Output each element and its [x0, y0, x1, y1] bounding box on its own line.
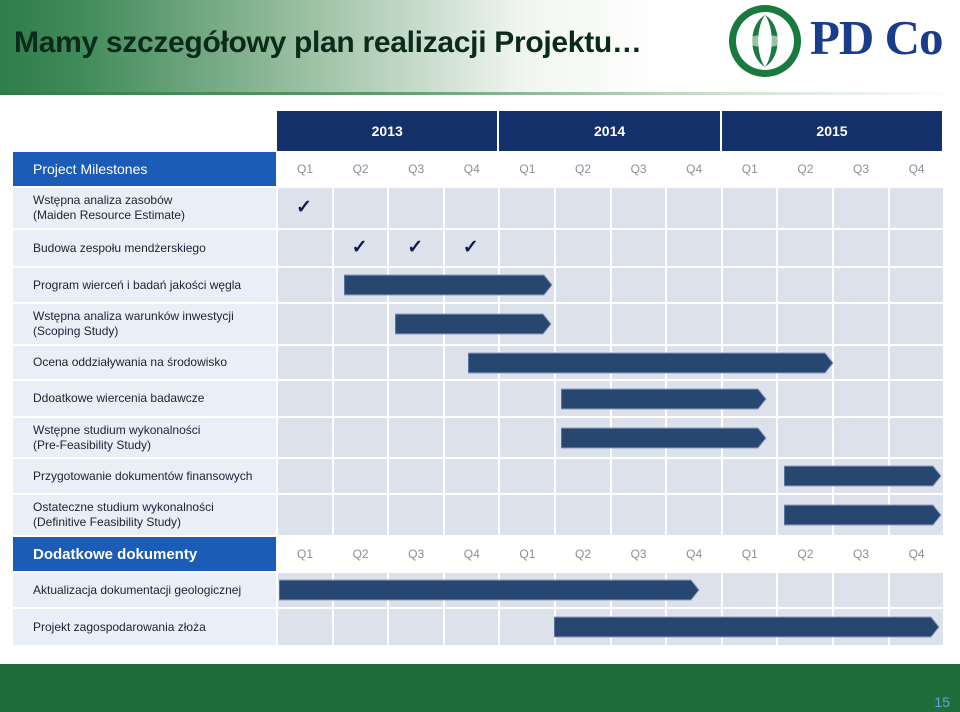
- rows-grid-cell: [611, 458, 667, 494]
- rows-grid-cell: [388, 345, 444, 380]
- rows-grid-cell: [555, 187, 611, 229]
- rows-grid-cell: [277, 229, 333, 267]
- rows-grid-cell: [277, 380, 333, 417]
- milestones-quarter-label: Q2: [797, 162, 814, 176]
- rows-grid-cell: [833, 380, 889, 417]
- rows-row-text: (Definitive Feasibility Study): [33, 515, 182, 529]
- rows-row-label: [12, 267, 277, 303]
- rows-grid-cell: [555, 303, 611, 345]
- rows-grid-cell: [777, 417, 833, 458]
- milestones-quarter-label: Q1: [741, 162, 758, 176]
- doc_rows-grid-cell: [499, 608, 555, 646]
- rows-grid-cell: [777, 229, 833, 267]
- rows-grid-cell: [722, 303, 778, 345]
- rows-row-label: [12, 494, 277, 536]
- gantt-bar: [561, 427, 767, 449]
- rows-grid-cell: [611, 229, 667, 267]
- rows-grid-cell: [388, 187, 444, 229]
- rows-grid-cell: [388, 494, 444, 536]
- rows-grid-cell: [889, 303, 945, 345]
- rows-grid-cell: [444, 187, 500, 229]
- rows-grid-cell: [666, 458, 722, 494]
- rows-grid-cell: [777, 267, 833, 303]
- rows-row-text: Ddoatkowe wiercenia badawcze: [33, 391, 205, 405]
- rows-grid-cell: [499, 458, 555, 494]
- rows-grid-cell: [333, 345, 389, 380]
- gantt-bar: [395, 313, 552, 335]
- gantt-bar: [784, 465, 942, 487]
- milestones-quarter-label: Q2: [352, 162, 369, 176]
- rows-grid-cell: [666, 229, 722, 267]
- documents-quarter-label: Q1: [519, 547, 536, 561]
- rows-grid-cell: [555, 229, 611, 267]
- rows-grid-cell: [722, 494, 778, 536]
- page-number: 15: [934, 694, 950, 710]
- year-header: 2013: [277, 111, 499, 151]
- gantt-bar: [554, 616, 940, 638]
- rows-grid-cell: [444, 458, 500, 494]
- rows-grid-cell: [722, 229, 778, 267]
- rows-grid-cell: [277, 417, 333, 458]
- rows-row-text: (Scoping Study): [33, 324, 119, 338]
- doc_rows-row-text: Aktualizacja dokumentacji geologicznej: [33, 582, 242, 597]
- rows-grid-cell: [388, 417, 444, 458]
- rows-grid-cell: [277, 345, 333, 380]
- milestones-quarter-label: Q3: [630, 162, 647, 176]
- rows-grid-cell: [555, 458, 611, 494]
- doc_rows-grid-cell: [833, 572, 889, 608]
- documents-quarter-label: Q2: [352, 547, 369, 561]
- milestones-quarter-label: Q3: [408, 162, 425, 176]
- milestones-quarter-label: Q4: [463, 162, 480, 176]
- rows-grid-cell: [277, 494, 333, 536]
- milestones-quarter-label: Q2: [574, 162, 591, 176]
- gantt-bar: [344, 274, 553, 296]
- rows-row-text: Ocena oddziaływania na środowisko: [33, 355, 228, 369]
- documents-quarter-label: Q1: [296, 547, 313, 561]
- doc_rows-row-label: [12, 572, 277, 608]
- rows-grid-cell: [833, 303, 889, 345]
- rows-row-label: [12, 380, 277, 417]
- doc_rows-grid-cell: [333, 608, 389, 646]
- milestones-quarter-label: Q4: [686, 162, 703, 176]
- rows-grid-cell: [833, 229, 889, 267]
- rows-row-text: Budowa zespołu mendżerskiego: [33, 240, 206, 255]
- rows-grid-cell: [555, 494, 611, 536]
- rows-row-text: (Pre-Feasibility Study): [33, 437, 152, 452]
- rows-grid-cell: [889, 187, 945, 229]
- rows-grid-cell: [722, 458, 778, 494]
- gantt-bar: [279, 579, 700, 601]
- rows-grid-cell: [833, 187, 889, 229]
- rows-grid-cell: [333, 458, 389, 494]
- rows-grid-cell: [666, 494, 722, 536]
- slide-title: Mamy szczegółowy plan realizacji Projektu…: [14, 26, 642, 59]
- doc_rows-grid-cell: [444, 608, 500, 646]
- documents-quarter-label: Q2: [574, 547, 591, 561]
- milestones-header: Project Milestones: [12, 151, 277, 187]
- rows-row-label: [12, 303, 277, 345]
- rows-row-label: [12, 229, 277, 267]
- milestone-check-icon: ✓: [462, 237, 479, 258]
- documents-quarter-label: Q2: [797, 547, 814, 561]
- rows-grid-cell: [777, 380, 833, 417]
- doc_rows-grid-cell: [277, 608, 333, 646]
- gantt-bar: [561, 388, 767, 410]
- gantt-bar: [784, 504, 942, 526]
- rows-grid-cell: [611, 267, 667, 303]
- rows-grid-cell: [499, 187, 555, 229]
- rows-grid-cell: [499, 494, 555, 536]
- header-divider: [0, 92, 960, 95]
- rows-grid-cell: [722, 267, 778, 303]
- logo-wordmark: PD Co: [810, 10, 943, 65]
- rows-grid-cell: [722, 187, 778, 229]
- footer-band: [0, 664, 960, 712]
- rows-grid-cell: [333, 494, 389, 536]
- doc_rows-grid-cell: [388, 608, 444, 646]
- rows-row-text: Wstępna analiza zasobów: [33, 193, 173, 207]
- rows-grid-cell: [333, 380, 389, 417]
- rows-row-text: Wstępna analiza warunków inwestycji: [33, 309, 234, 323]
- rows-row-text: Wstępne studium wykonalności: [33, 422, 201, 437]
- logo-mark-icon: [726, 3, 804, 79]
- rows-grid-cell: [666, 267, 722, 303]
- gantt-bar: [468, 352, 834, 374]
- doc_rows-grid-cell: [777, 572, 833, 608]
- rows-grid-cell: [277, 303, 333, 345]
- rows-grid-cell: [277, 458, 333, 494]
- rows-grid-cell: [277, 267, 333, 303]
- rows-grid-cell: [833, 345, 889, 380]
- doc_rows-row-label: [12, 608, 277, 646]
- rows-grid-cell: [388, 380, 444, 417]
- year-header: 2015: [722, 111, 944, 151]
- rows-grid-cell: [833, 417, 889, 458]
- rows-grid-cell: [889, 267, 945, 303]
- rows-grid-cell: [499, 229, 555, 267]
- rows-grid-cell: [388, 458, 444, 494]
- rows-grid-cell: [611, 187, 667, 229]
- rows-grid-cell: [611, 494, 667, 536]
- rows-grid-cell: [333, 187, 389, 229]
- milestone-check-icon: ✓: [407, 237, 424, 258]
- rows-row-label: [12, 417, 277, 458]
- documents-quarter-label: Q1: [741, 547, 758, 561]
- rows-row-text: Ostateczne studium wykonalności: [33, 500, 214, 514]
- documents-quarter-label: Q3: [852, 547, 869, 561]
- rows-grid-cell: [889, 380, 945, 417]
- rows-row-text: (Maiden Resource Estimate): [33, 208, 186, 222]
- rows-row-label: [12, 187, 277, 229]
- rows-grid-cell: [555, 267, 611, 303]
- milestones-quarter-label: Q1: [296, 162, 313, 176]
- rows-grid-cell: [889, 229, 945, 267]
- rows-grid-cell: [833, 267, 889, 303]
- rows-grid-cell: [444, 494, 500, 536]
- rows-grid-cell: [333, 303, 389, 345]
- rows-grid-cell: [777, 303, 833, 345]
- rows-row-label: [12, 458, 277, 494]
- rows-row-text: Program wierceń i badań jakości węgla: [33, 277, 242, 292]
- milestone-check-icon: ✓: [351, 237, 368, 258]
- doc_rows-grid-cell: [722, 572, 778, 608]
- documents-quarter-label: Q4: [686, 547, 703, 561]
- company-logo: [726, 3, 950, 79]
- milestones-quarter-label: Q4: [908, 162, 925, 176]
- milestones-quarter-label: Q1: [519, 162, 536, 176]
- rows-row-label: [12, 345, 277, 380]
- documents-quarter-label: Q3: [408, 547, 425, 561]
- milestones-quarter-label: Q3: [852, 162, 869, 176]
- rows-grid-cell: [777, 187, 833, 229]
- rows-grid-cell: [611, 303, 667, 345]
- rows-grid-cell: [889, 417, 945, 458]
- year-header: 2014: [499, 111, 721, 151]
- rows-row-text: Przygotowanie dokumentów finansowych: [33, 468, 253, 483]
- documents-quarter-label: Q4: [463, 547, 480, 561]
- rows-grid-cell: [444, 417, 500, 458]
- documents-quarter-label: Q3: [630, 547, 647, 561]
- doc_rows-grid-cell: [889, 572, 945, 608]
- milestone-check-icon: ✓: [296, 197, 312, 218]
- rows-grid-cell: [333, 417, 389, 458]
- rows-grid-cell: [666, 303, 722, 345]
- rows-grid-cell: [499, 380, 555, 417]
- doc_rows-row-text: Projekt zagospodarowania złoża: [33, 619, 206, 634]
- rows-grid-cell: [499, 417, 555, 458]
- rows-grid-cell: [444, 380, 500, 417]
- documents-header: Dodatkowe dokumenty: [12, 536, 277, 572]
- rows-grid-cell: [666, 187, 722, 229]
- rows-grid-cell: [889, 345, 945, 380]
- documents-quarter-label: Q4: [908, 547, 925, 561]
